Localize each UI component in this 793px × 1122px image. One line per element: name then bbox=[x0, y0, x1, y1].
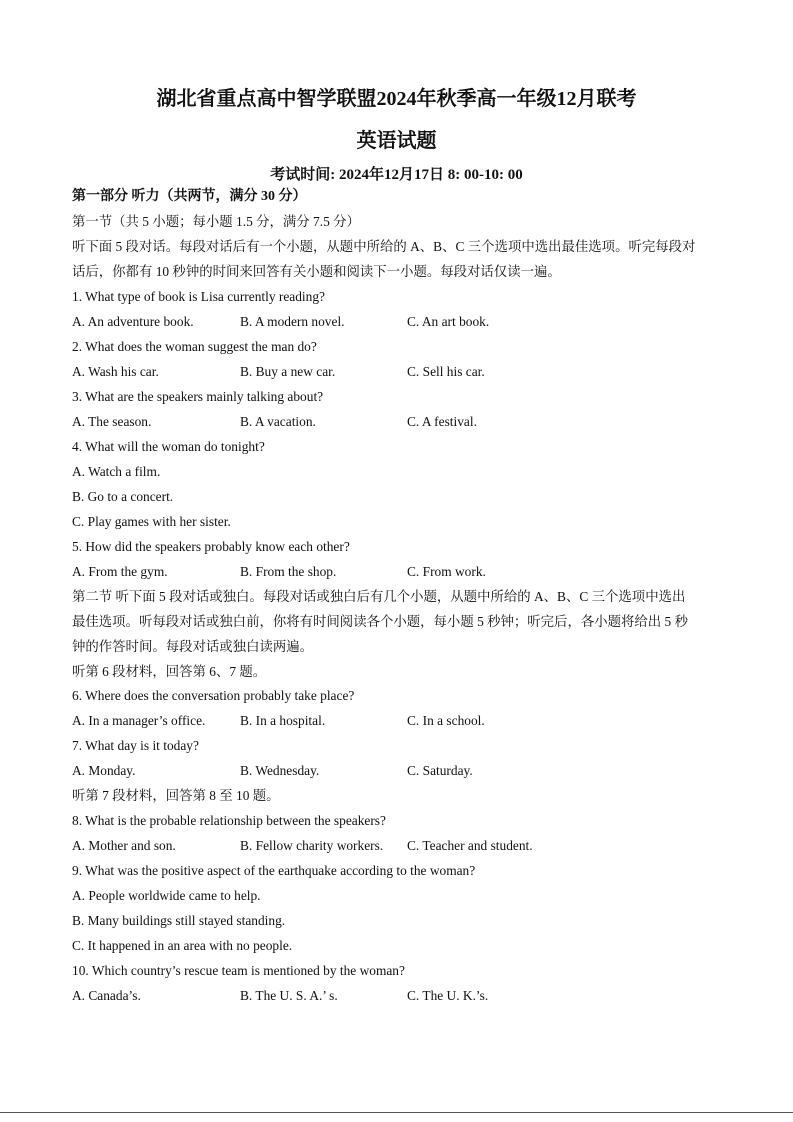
question-9-stem: 9. What was the positive aspect of the earthquake according to the woman? bbox=[72, 863, 476, 878]
subject-title: 英语试题 bbox=[356, 130, 437, 152]
question-1-options bbox=[72, 313, 722, 331]
question-2-option-a: A. Wash his car. bbox=[72, 364, 159, 379]
question-3-option-c: C. A festival. bbox=[407, 414, 477, 429]
question-5-stem: 5. How did the speakers probably know each other? bbox=[72, 539, 350, 554]
question-4-option-a: A. Watch a film. bbox=[72, 464, 161, 479]
question-8-stem: 8. What is the probable relationship between the speakers? bbox=[72, 813, 386, 828]
question-8-option-b: B. Fellow charity workers. bbox=[240, 838, 384, 853]
question-2-option-b: B. Buy a new car. bbox=[240, 364, 336, 379]
question-1-stem: 1. What type of book is Lisa currently reading? bbox=[72, 289, 325, 304]
section2-instructions-line1: 第二节 听下面 5 段对话或独白。每段对话或独白后有几个小题，从题中所给的 A、B、C 三个选项中选出 bbox=[72, 589, 686, 604]
exam-time: 考试时间: 2024年12月17日 8: 00-10: 00 bbox=[270, 167, 523, 183]
question-1-option-a: A. An adventure book. bbox=[72, 314, 194, 329]
question-3-options bbox=[72, 413, 722, 431]
question-6-option-b: B. In a hospital. bbox=[240, 713, 326, 728]
question-7-option-a: A. Monday. bbox=[72, 763, 136, 778]
question-5-option-a: A. From the gym. bbox=[72, 564, 168, 579]
question-10-stem: 10. Which country’s rescue team is mentioned by the woman? bbox=[72, 963, 405, 978]
question-7-option-c: C. Saturday. bbox=[407, 763, 473, 778]
question-7-option-b: B. Wednesday. bbox=[240, 763, 320, 778]
question-6-option-c: C. In a school. bbox=[407, 713, 485, 728]
section2-instructions-line3: 钟的作答时间。每段对话或独白读两遍。 bbox=[72, 639, 314, 654]
section1-instructions-line2: 话后，你都有 10 秒钟的时间来回答有关小题和阅读下一小题。每段对话仅读一遍。 bbox=[72, 264, 561, 279]
question-8-option-c: C. Teacher and student. bbox=[407, 838, 533, 853]
question-8-options bbox=[72, 837, 722, 855]
material-6-note: 听第 6 段材料，回答第 6、7 题。 bbox=[72, 664, 267, 679]
section1-heading: 第一节（共 5 小题；每小题 1.5 分，满分 7.5 分） bbox=[72, 214, 360, 229]
section2-instructions-line2: 最佳选项。听每段对话或独白前，你将有时间阅读各个小题，每小题 5 秒钟；听完后，各小题将给出 5 秒 bbox=[72, 614, 688, 629]
question-3-option-b: B. A vacation. bbox=[240, 414, 316, 429]
question-2-options bbox=[72, 363, 722, 381]
question-4-option-c: C. Play games with her sister. bbox=[72, 514, 231, 529]
question-7-stem: 7. What day is it today? bbox=[72, 738, 199, 753]
question-4-option-b: B. Go to a concert. bbox=[72, 489, 174, 504]
exam-title: 湖北省重点高中智学联盟2024年秋季高一年级12月联考 bbox=[156, 88, 637, 110]
question-2-stem: 2. What does the woman suggest the man do? bbox=[72, 339, 317, 354]
question-5-option-b: B. From the shop. bbox=[240, 564, 337, 579]
question-2-option-c: C. Sell his car. bbox=[407, 364, 485, 379]
question-10-option-a: A. Canada’s. bbox=[72, 988, 141, 1003]
question-5-option-c: C. From work. bbox=[407, 564, 486, 579]
part1-heading: 第一部分 听力（共两节，满分 30 分） bbox=[72, 189, 307, 204]
question-9-option-b: B. Many buildings still stayed standing. bbox=[72, 913, 286, 928]
material-7-note: 听第 7 段材料，回答第 8 至 10 题。 bbox=[72, 788, 280, 803]
question-4-stem: 4. What will the woman do tonight? bbox=[72, 439, 265, 454]
page-bottom-rule bbox=[0, 1112, 793, 1113]
question-10-option-b: B. The U. S. A.’ s. bbox=[240, 988, 338, 1003]
question-3-stem: 3. What are the speakers mainly talking about? bbox=[72, 389, 324, 404]
question-10-option-c: C. The U. K.’s. bbox=[407, 988, 489, 1003]
question-10-options bbox=[72, 987, 722, 1005]
question-9-option-a: A. People worldwide came to help. bbox=[72, 888, 261, 903]
question-7-options bbox=[72, 762, 722, 780]
question-5-options bbox=[72, 563, 722, 581]
question-6-options bbox=[72, 712, 722, 730]
question-1-option-b: B. A modern novel. bbox=[240, 314, 345, 329]
question-6-stem: 6. Where does the conversation probably take place? bbox=[72, 688, 355, 703]
question-8-option-a: A. Mother and son. bbox=[72, 838, 176, 853]
section1-instructions-line1: 听下面 5 段对话。每段对话后有一个小题，从题中所给的 A、B、C 三个选项中选出最佳选项。听完每段对 bbox=[72, 239, 696, 254]
question-1-option-c: C. An art book. bbox=[407, 314, 490, 329]
question-9-option-c: C. It happened in an area with no people. bbox=[72, 938, 293, 953]
question-3-option-a: A. The season. bbox=[72, 414, 152, 429]
question-6-option-a: A. In a manager’s office. bbox=[72, 713, 206, 728]
